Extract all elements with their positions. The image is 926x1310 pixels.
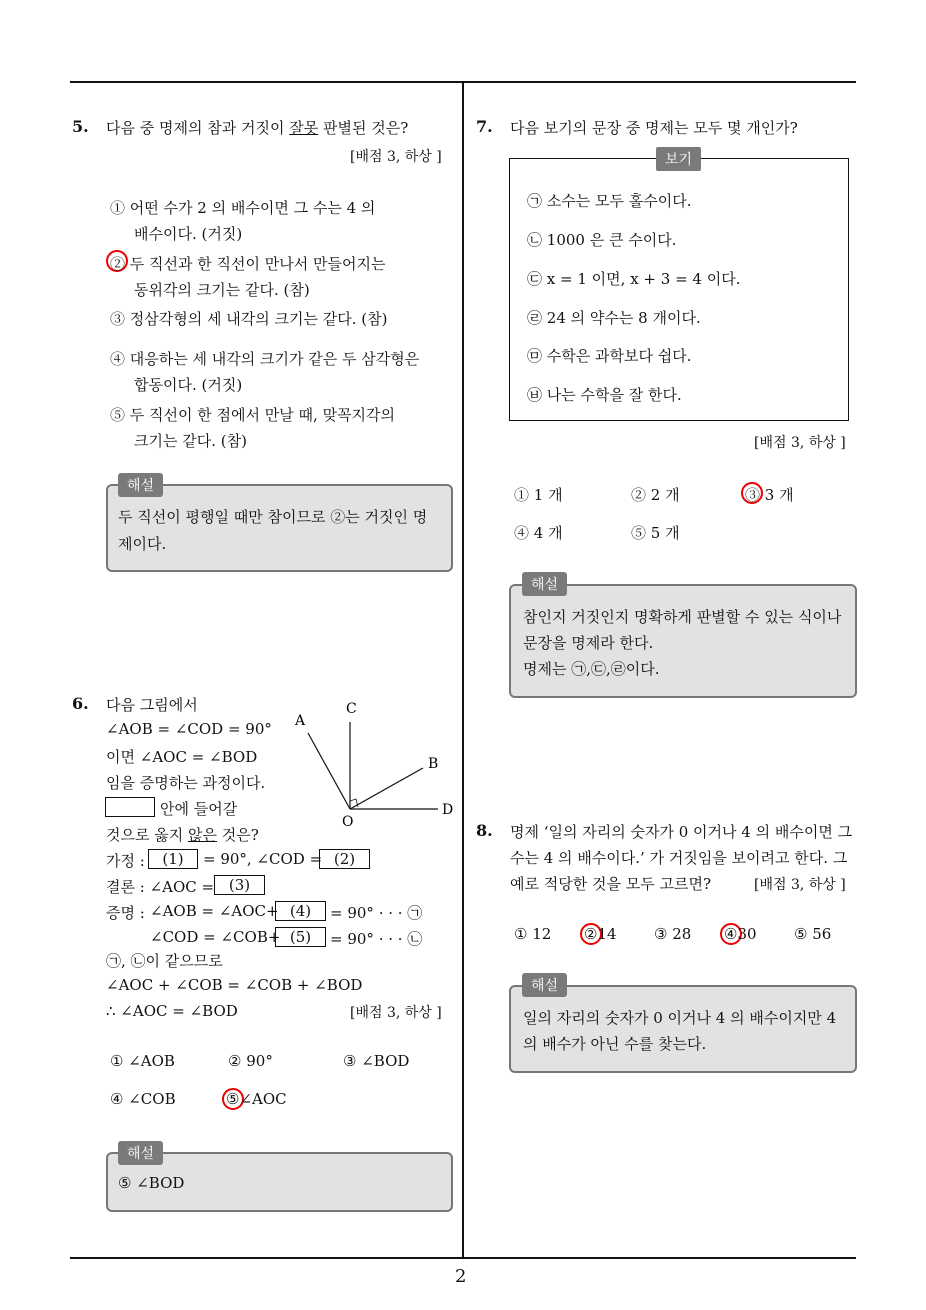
q8-option-4[interactable]: [724, 925, 757, 943]
q8-score: [배점 3, 하상 ]: [754, 877, 846, 893]
q6-proof1-pre: ∠AOB = ∠AOC+: [150, 902, 279, 920]
q6-option-1-text: ∠AOB: [128, 1052, 175, 1070]
q6-option-3[interactable]: [343, 1052, 409, 1070]
q6-assume-label: 가정 :: [106, 852, 145, 870]
label-d: D: [442, 802, 454, 818]
q7-solution-line3: 명제는 ㉠,㉢,㉣이다.: [523, 660, 660, 678]
q8-line3: 예로 적당한 것을 모두 고르면?: [510, 875, 711, 893]
q8-option-3[interactable]: [654, 925, 691, 943]
q7-item-3-mark: ㉢: [527, 270, 543, 288]
q6-therefore: ∴ ∠AOC = ∠BOD: [106, 1002, 238, 1020]
q6-line1: 다음 그림에서: [106, 696, 198, 714]
q6-box-3: (3): [214, 875, 265, 895]
q7-option-5-mark: ⑤: [631, 524, 647, 542]
q8-solution-tag: 해설: [522, 973, 567, 997]
ray-oa: [308, 733, 350, 809]
q5-option-2-line2: 동위각의 크기는 같다. (참): [134, 281, 310, 299]
q7-option-4-mark: ④: [514, 524, 530, 542]
q8-solution-line2: 의 배수가 아닌 수를 찾는다.: [523, 1035, 707, 1053]
q7-item-6: [527, 384, 682, 405]
q7-option-3-mark: ③: [745, 486, 761, 504]
q7-item-5-text: 수학은 과학보다 쉽다.: [546, 347, 692, 365]
q6-option-1[interactable]: [110, 1052, 175, 1070]
q5-option-2[interactable]: [110, 251, 385, 303]
q6-angle-figure: [290, 695, 460, 835]
q6-number: 6.: [72, 694, 89, 713]
q5-option-1-line1: 어떤 수가 2 의 배수이면 그 수는 4 의: [129, 199, 376, 217]
q7-item-6-text: 나는 수학을 잘 한다.: [546, 386, 682, 404]
q5-number: 5.: [72, 117, 89, 136]
q5-option-4[interactable]: [110, 346, 419, 398]
q5-option-1-line2: 배수이다. (거짓): [134, 225, 243, 243]
q6-proof2-post: = 90° · · · ㉡: [330, 930, 423, 948]
q7-item-6-mark: ㉥: [527, 386, 543, 404]
q5-solution-text: [118, 504, 427, 558]
q6-option-5[interactable]: [226, 1090, 287, 1108]
q7-solution-box: [509, 584, 857, 698]
q8-line1: 명제 ‘일의 자리의 숫자가 0 이거나 4 의 배수이면 그: [510, 823, 853, 841]
q6-option-2-text: 90°: [246, 1052, 273, 1070]
q5-option-3-mark: ③: [110, 310, 126, 328]
q6-score: [배점 3, 하상 ]: [350, 1005, 442, 1021]
q8-option-2[interactable]: [584, 925, 617, 943]
q6-same: ㉠, ㉡이 같으므로: [106, 952, 223, 970]
q7-item-5-mark: ㉤: [527, 347, 543, 365]
q6-conclusion: 결론 : ∠AOC =: [106, 878, 215, 896]
q7-option-4-text: 4 개: [533, 524, 563, 542]
q7-option-4[interactable]: [514, 522, 563, 543]
q7-option-3[interactable]: [745, 484, 794, 505]
q7-option-5-text: 5 개: [650, 524, 680, 542]
q6-option-5-text: ∠AOC: [239, 1090, 287, 1108]
q8-option-3-mark: ③: [654, 925, 668, 943]
label-a: A: [295, 713, 306, 729]
q7-score: [배점 3, 하상 ]: [754, 435, 846, 451]
q8-option-1-text: 12: [532, 925, 552, 943]
q5-option-5-line1: 두 직선이 한 점에서 만날 때, 맞꼭지각의: [129, 406, 396, 424]
q7-option-1[interactable]: [514, 484, 563, 505]
q7-item-4-mark: ㉣: [527, 309, 543, 327]
q6-proof1-post: = 90° · · · ㉠: [330, 904, 423, 922]
q6-option-2-mark: ②: [228, 1052, 242, 1070]
q5-question-pre: 다음 중 명제의 참과 거짓이: [106, 119, 290, 137]
q8-option-5-text: 56: [812, 925, 832, 943]
q6-option-3-mark: ③: [343, 1052, 357, 1070]
q7-option-2-mark: ②: [631, 486, 647, 504]
page-number: 2: [455, 1266, 467, 1287]
q6-option-2[interactable]: [228, 1052, 273, 1070]
q7-item-5: [527, 345, 692, 366]
q6-option-3-text: ∠BOD: [361, 1052, 410, 1070]
q5-score: [배점 3, 하상 ]: [350, 149, 442, 165]
q8-option-1-mark: ①: [514, 925, 528, 943]
q7-item-1: [527, 190, 692, 211]
q5-solution-line1: 두 직선이 평행일 때만 참이므로 ②는 거짓인 명: [118, 508, 428, 526]
q7-item-3: [527, 268, 740, 289]
q5-option-4-mark: ④: [110, 350, 126, 368]
q6-proof2-pre: ∠COD = ∠COB+: [150, 928, 281, 946]
q8-option-5-mark: ⑤: [794, 925, 808, 943]
q8-solution-box: [509, 985, 857, 1073]
q7-item-3-text: x = 1 이면, x + 3 = 4 이다.: [546, 270, 741, 288]
q8-solution-line1: 일의 자리의 숫자가 0 이거나 4 의 배수이지만 4: [523, 1009, 837, 1027]
q7-solution-text: [523, 604, 841, 682]
q7-item-2: [527, 229, 677, 250]
q6-option-4-text: ∠COB: [128, 1090, 176, 1108]
q5-option-3-line1: 정삼각형의 세 내각의 크기는 같다. (참): [129, 310, 388, 328]
q5-solution-line2: 제이다.: [118, 535, 167, 553]
q6-box-4: (4): [275, 901, 326, 921]
q6-line2: ∠AOB = ∠COD = 90°: [106, 720, 272, 738]
q5-question: [106, 117, 408, 138]
q5-option-4-line2: 합동이다. (거짓): [134, 376, 243, 394]
q8-option-4-text: 30: [737, 925, 757, 943]
q6-ask-underline: 않은: [188, 826, 217, 844]
q6-line4: 임을 증명하는 과정이다.: [106, 774, 266, 792]
q6-box-2: (2): [319, 849, 370, 869]
q6-proof-label: 증명 :: [106, 904, 145, 922]
q6-option-1-mark: ①: [110, 1052, 124, 1070]
q8-option-2-text: 14: [597, 925, 617, 943]
q5-option-2-line1: 두 직선과 한 직선이 만나서 만들어지는: [129, 255, 386, 273]
q6-blank-box: [105, 797, 155, 817]
q6-solution-text: ⑤ ∠BOD: [118, 1174, 185, 1192]
q7-item-4-text: 24 의 약수는 8 개이다.: [546, 309, 701, 327]
q8-option-5[interactable]: [794, 925, 831, 943]
ray-ob: [350, 768, 423, 809]
q7-item-1-mark: ㉠: [527, 192, 543, 210]
q7-option-1-text: 1 개: [533, 486, 563, 504]
q8-number: 8.: [476, 821, 493, 840]
q7-item-4: [527, 307, 701, 328]
q7-item-1-text: 소수는 모두 홀수이다.: [546, 192, 692, 210]
q5-solution-box: [106, 484, 453, 572]
label-c: C: [346, 701, 357, 717]
q5-option-5[interactable]: [110, 402, 395, 454]
q6-box-1: (1): [148, 849, 198, 869]
q5-option-1-mark: ①: [110, 199, 126, 217]
q5-option-2-mark: ②: [110, 255, 126, 273]
q8-option-2-mark: ②: [584, 925, 598, 943]
q7-item-2-mark: ㉡: [527, 231, 543, 249]
q7-option-5[interactable]: [631, 522, 680, 543]
q6-option-4-mark: ④: [110, 1090, 124, 1108]
q7-option-2[interactable]: [631, 484, 680, 505]
q8-option-4-mark: ④: [724, 925, 738, 943]
q5-option-4-line1: 대응하는 세 내각의 크기가 같은 두 삼각형은: [129, 350, 420, 368]
q5-question-post: 판별된 것은?: [318, 119, 409, 137]
column-divider: [462, 81, 464, 1258]
q6-box-5: (5): [275, 927, 326, 947]
q6-ask-pre: 것으로 옳지: [106, 826, 188, 844]
q6-ask: [106, 824, 259, 845]
q5-option-5-line2: 크기는 같다. (참): [134, 432, 247, 450]
q6-line3: 이면 ∠AOC = ∠BOD: [106, 748, 258, 766]
q7-solution-tag: 해설: [522, 572, 567, 596]
q7-solution-line1: 참인지 거짓인지 명확하게 판별할 수 있는 식이나: [523, 608, 842, 626]
label-b: B: [428, 756, 439, 772]
q7-example-tag: 보기: [656, 147, 701, 171]
q8-option-1[interactable]: [514, 925, 551, 943]
q8-option-3-text: 28: [672, 925, 692, 943]
q7-question: 다음 보기의 문장 중 명제는 모두 몇 개인가?: [510, 119, 798, 137]
q6-equation: ∠AOC + ∠COB = ∠COB + ∠BOD: [106, 976, 363, 994]
q6-option-4[interactable]: [110, 1090, 176, 1108]
q7-solution-line2: 문장을 명제라 한다.: [523, 634, 654, 652]
q6-blank-text: 안에 들어갈: [160, 800, 238, 818]
label-o: O: [342, 814, 354, 830]
q5-option-3[interactable]: [110, 308, 387, 329]
q7-option-2-text: 2 개: [650, 486, 680, 504]
q6-ask-post: 것은?: [216, 826, 259, 844]
q8-solution-text: [523, 1005, 836, 1057]
q5-option-1[interactable]: [110, 195, 375, 247]
q7-item-2-text: 1000 은 큰 수이다.: [546, 231, 677, 249]
q8-line2: 수는 4 의 배수이다.’ 가 거짓임을 보이려고 한다. 그: [510, 849, 848, 867]
q5-option-5-mark: ⑤: [110, 406, 126, 424]
q6-solution-tag: 해설: [118, 1141, 163, 1165]
q6-option-5-mark: ⑤: [226, 1090, 240, 1108]
q6-assume-mid: = 90°, ∠COD =: [203, 850, 323, 868]
q5-solution-tag: 해설: [118, 473, 163, 497]
q7-option-1-mark: ①: [514, 486, 530, 504]
q7-number: 7.: [476, 117, 493, 136]
q7-option-3-text: 3 개: [764, 486, 794, 504]
q5-question-underline: 잘못: [289, 119, 319, 137]
